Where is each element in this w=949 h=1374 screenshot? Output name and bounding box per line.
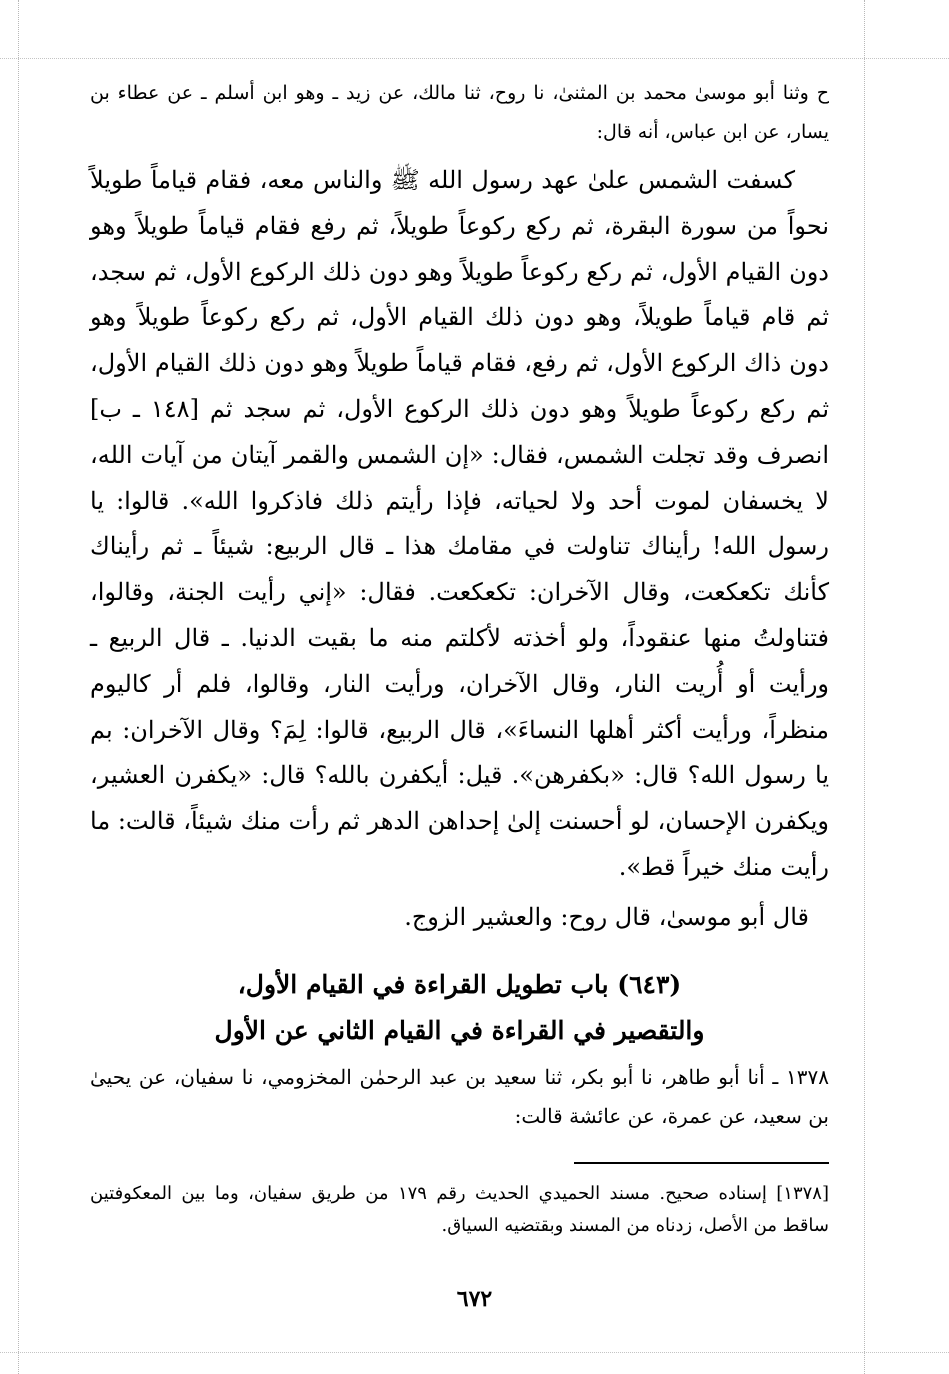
footnote: [١٣٧٨] إسناده صحيح. مسند الحميدي الحديث رقم ١٧٩ من طريق سفيان، وما بين المعكوفتين ساقط من الأصل، زدناه من المسند وبقتضيه السياق. (90, 1183, 829, 1236)
narrator-note: قال أبو موسىٰ، قال روح: والعشير الزوج. (404, 903, 809, 931)
chapter-heading (90, 962, 829, 1054)
page-number: ٦٧٢ (456, 1286, 493, 1312)
hadith-text: كسفت الشمس علىٰ عهد رسول الله ﷺ والناس معه، فقام قياماً طويلاً نحواً من سورة البقرة، ثم ركع ركوعاً طويلاً، ثم رفع فقام قياماً طويلاً وهو دون القيام الأول، ثم ركع ركوعاً طويلاً وهو دون ذلك الركوع الأول، ثم سجد، ثم قام قياماً طويلاً، وهو دون ذلك القيام الأول، ثم ركع ركوعاً طويلاً وهو دون ذاك الركوع الأول، ثم رفع، فقام قياماً طويلاً وهو دون ذلك القيام الأول، ثم ركع ركوعاً طويلاً وهو دون ذلك الركوع الأول، ثم سجد ثم [١٤٨ ـ ب] انصرف وقد تجلت الشمس، فقال: «إن الشمس والقمر آيتان من آيات الله، لا يخسفان لموت أحد ولا لحياته، فإذا رأيتم ذلك فاذكروا الله». قالوا: يا رسول الله! رأيناك تناولت في مقامك هذا ـ قال الربيع: شيئاً ـ ثم رأيناك كأنك تكعكعت، وقال الآخران: تكعكعت. فقال: «إني رأيت الجنة، وقالوا، فتناولتُ منها عنقوداً، ولو أخذته لأكلتم منه ما بقيت الدنيا. ـ قال الربيع ـ ورأيت أو أُريت النار، وقال الآخران، ورأيت النار، وقالوا، فلم أر كاليوم منظراً، ورأيت أكثر أهلها النساءَ»، قال الربيع، قالوا: لِمَ؟ وقال الآخران: بم يا رسول الله؟ قال: «بكفرهن». قيل: أيكفرن بالله؟ قال: «يكفرن العشير، ويكفرن الإحسان، لو أحسنت إلىٰ إحداهن الدهر ثم رأت منك شيئاً، قالت: ما رأيت منك خيراً قط». (90, 166, 830, 881)
footnote-separator (574, 1162, 829, 1164)
hadith-body (90, 158, 829, 891)
isnad-chain: ح وثنا أبو موسىٰ محمد بن المثنىٰ، نا روح، ثنا مالك، عن زيد ـ وهو ابن أسلم ـ عن عطاء بن يسار، عن ابن عباس، أنه قال: (90, 82, 829, 143)
scan-guide-left (18, 0, 19, 1374)
hadith-isnad-1378: ١٣٧٨ ـ أنا أبو طاهر، نا أبو بكر، ثنا سعيد بن عبد الرحمٰن المخزومي، نا سفيان، عن يحيىٰ بن سعيد، عن عمرة، عن عائشة قالت: (90, 1065, 829, 1128)
chapter-heading-line-1: (٦٤٣) باب تطويل القراءة في القيام الأول، (237, 970, 682, 999)
scan-guide-top (0, 58, 949, 59)
scan-guide-bottom (0, 1352, 949, 1353)
scan-guide-right (864, 0, 865, 1374)
chapter-heading-line-2: والتقصير في القراءة في القيام الثاني عن الأول (214, 1016, 705, 1045)
